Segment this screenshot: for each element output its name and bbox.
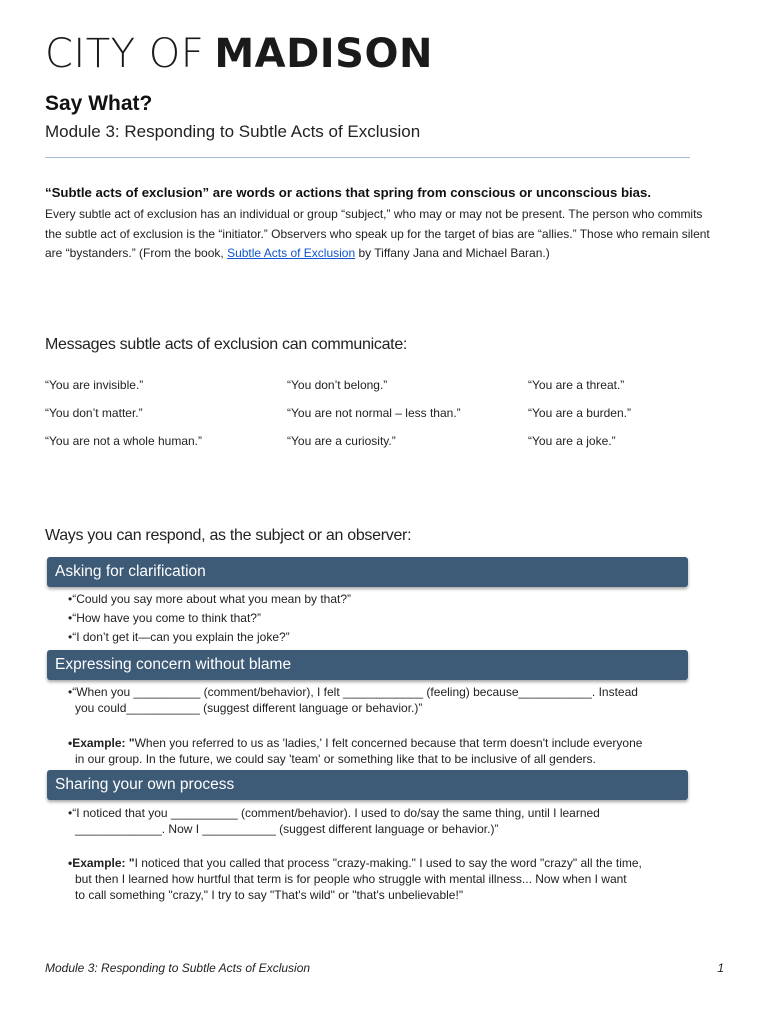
example-label: •Example: " <box>68 856 135 870</box>
message-item: “You are a joke.” <box>528 434 616 448</box>
template-line: you could___________ (suggest different language or behavior.)” <box>75 701 423 715</box>
section-bar-sharing: Sharing your own process <box>47 770 688 800</box>
example-text: to call something "crazy," I try to say "That's wild" or "that's unbelievable!" <box>75 888 464 902</box>
example-label: •Example: " <box>68 736 135 750</box>
template-line: _____________. Now I ___________ (suggest different language or behavior.)” <box>75 822 499 836</box>
page-number: 1 <box>717 961 724 975</box>
example-text: in our group. In the future, we could say 'team' or something like that to be inclusive of all genders. <box>75 752 596 766</box>
message-item: “You are not normal – less than.” <box>287 406 461 420</box>
ways-heading: Ways you can respond, as the subject or an observer: <box>45 527 412 544</box>
example-paragraph <box>68 735 688 767</box>
logo-name-text: MADISON <box>214 31 433 77</box>
example-text: but then I learned how hurtful that term is for people who struggle with mental illness... Now when I want <box>75 872 627 886</box>
template-sentence <box>68 684 688 716</box>
message-item: “You are invisible.” <box>45 378 144 392</box>
template-sentence <box>68 805 688 837</box>
logo-city-text: CITY OF <box>45 31 205 77</box>
definition-lead: “Subtle acts of exclusion” are words or actions that spring from conscious or unconscious bias. <box>45 185 652 200</box>
section-bar-concern: Expressing concern without blame <box>47 650 688 680</box>
template-line: •“I noticed that you __________ (comment/behavior). I used to do/say the same thing, until I learned <box>68 806 600 820</box>
footer-title: Module 3: Responding to Subtle Acts of Exclusion <box>45 961 311 975</box>
message-item: “You are not a whole human.” <box>45 434 202 448</box>
section-bar-asking: Asking for clarification <box>47 557 688 587</box>
messages-heading: Messages subtle acts of exclusion can communicate: <box>45 336 408 353</box>
message-item: “You don’t matter.” <box>45 406 143 420</box>
example-text: When you referred to us as 'ladies,' I felt concerned because that term doesn't include everyone <box>134 736 643 750</box>
page-title: Say What? <box>45 92 153 115</box>
bullet-item: •“How have you come to think that?” <box>68 611 261 625</box>
intro-text: Every subtle act of exclusion has an individual or group “subject,” who may or may not be present. The person who commits the subtle act of exclusion is the “initiator.” Observers who speak up for the target of bias are “allies.” Those who remain silent are “bystanders.” (From the book, <box>45 207 710 260</box>
title-divider <box>45 157 690 158</box>
bullet-item: •“Could you say more about what you mean by that?” <box>68 592 352 606</box>
message-item: “You don’t belong.” <box>287 378 388 392</box>
message-item: “You are a curiosity.” <box>287 434 396 448</box>
page-subtitle: Module 3: Responding to Subtle Acts of Exclusion <box>45 122 421 141</box>
template-line: •“When you __________ (comment/behavior), I felt ____________ (feeling) because___________. Instead <box>68 685 638 699</box>
message-item: “You are a threat.” <box>528 378 625 392</box>
intro-paragraph <box>45 205 710 264</box>
example-text: I noticed that you called that process "crazy-making." I used to say the word "crazy" all the time, <box>134 856 642 870</box>
message-item: “You are a burden.” <box>528 406 631 420</box>
example-paragraph <box>68 855 688 903</box>
city-of-madison-logo <box>45 31 433 77</box>
book-link[interactable]: Subtle Acts of Exclusion <box>227 246 356 260</box>
intro-text-end: by Tiffany Jana and Michael Baran.) <box>355 246 550 260</box>
bullet-item: •“I don’t get it—can you explain the joke?” <box>68 630 290 644</box>
